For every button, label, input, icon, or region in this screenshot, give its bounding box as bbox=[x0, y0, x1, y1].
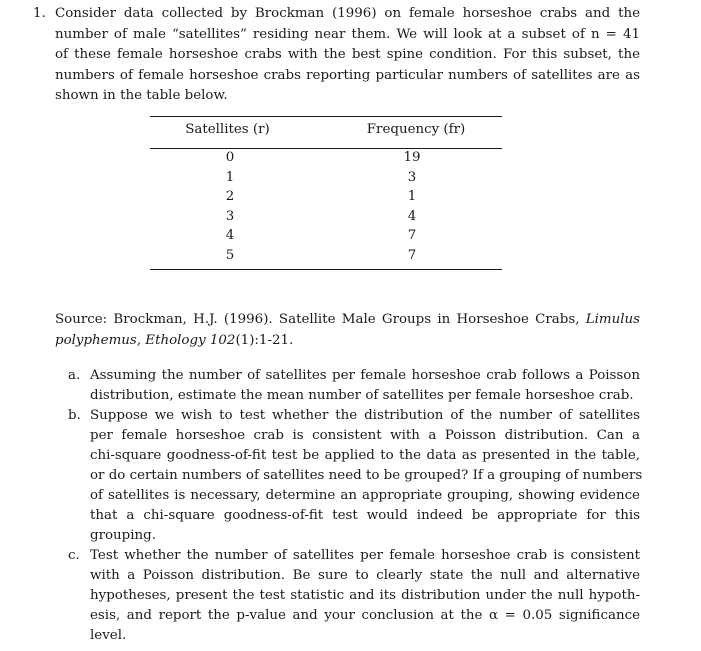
source-issue: (1):1-21. bbox=[235, 332, 294, 348]
part-line: level. bbox=[90, 628, 127, 643]
intro-line: numbers of female horseshoe crabs reporting particular numbers of satellites are as bbox=[55, 67, 640, 83]
frequency-column bbox=[392, 148, 432, 265]
table-cell-satellites: 0 bbox=[225, 150, 235, 165]
table-cell-frequency: 4 bbox=[407, 208, 417, 224]
intro-line: number of male “satellites” residing near them. We will look at a subset of n = 41 bbox=[55, 26, 640, 42]
source-line-2 bbox=[55, 331, 640, 352]
table-cell-frequency: 19 bbox=[403, 150, 421, 165]
table-bottom-rule bbox=[150, 269, 502, 270]
part-c bbox=[68, 546, 640, 646]
table-top-rule bbox=[150, 116, 502, 117]
part-line: that a chi-square goodness-of-fit test would indeed be appropriate for this bbox=[90, 508, 640, 523]
part-line: hypotheses, present the test statistic and its distribution under the null hypoth- bbox=[90, 588, 640, 603]
table-header-frequency: Frequency (fr) bbox=[366, 122, 466, 137]
source-species-journal: polyphemus, Ethology 102 bbox=[55, 332, 236, 348]
part-label: c. bbox=[68, 548, 80, 563]
intro-line: shown in the table below. bbox=[55, 88, 228, 103]
question-number: 1. bbox=[33, 6, 46, 21]
part-line: or do certain numbers of satellites need to be grouped? If a grouping of numbers bbox=[90, 468, 643, 483]
part-line: Assuming the number of satellites per female horseshoe crab follows a Poisson bbox=[90, 368, 640, 383]
source-genus: Limulus bbox=[585, 312, 640, 327]
question-intro bbox=[55, 4, 640, 107]
part-line: per female horseshoe crab is consistent with a Poisson distribution. Can a bbox=[90, 428, 640, 443]
part-line: esis, and report the p-value and your conclusion at the α = 0.05 significance bbox=[90, 608, 640, 623]
part-b bbox=[68, 406, 643, 546]
part-line: Suppose we wish to test whether the distribution of the number of satellites bbox=[90, 408, 640, 423]
intro-line: Consider data collected by Brockman (1996) on female horseshoe crabs and the bbox=[55, 6, 640, 21]
table-cell-frequency: 1 bbox=[407, 189, 417, 204]
table-cell-satellites: 4 bbox=[225, 228, 235, 243]
source-line-1 bbox=[55, 310, 640, 331]
table-cell-frequency: 3 bbox=[407, 169, 417, 185]
question-parts bbox=[68, 366, 643, 646]
table-cell-frequency: 7 bbox=[407, 228, 417, 243]
table-header-rule bbox=[150, 148, 502, 149]
part-line: grouping. bbox=[90, 528, 156, 543]
table-cell-satellites: 3 bbox=[225, 208, 235, 224]
part-line: of satellites is necessary, determine an appropriate grouping, showing evidence bbox=[90, 488, 640, 503]
table-cell-satellites: 5 bbox=[225, 247, 235, 263]
table-cell-frequency: 7 bbox=[407, 247, 417, 263]
part-a bbox=[68, 366, 640, 406]
table-cell-satellites: 1 bbox=[225, 169, 235, 185]
part-line: distribution, estimate the mean number of satellites per female horseshoe crab. bbox=[90, 388, 634, 403]
intro-line: of these female horseshoe crabs with the best spine condition. For this subset, the bbox=[55, 47, 640, 62]
part-label: b. bbox=[68, 408, 81, 423]
part-line: Test whether the number of satellites per female horseshoe crab is consistent bbox=[90, 548, 640, 563]
part-label: a. bbox=[68, 368, 81, 383]
source-citation bbox=[55, 310, 640, 351]
source-text: Source: Brockman, H.J. (1996). Satellite Male Groups in Horseshoe Crabs, bbox=[55, 312, 580, 327]
table-cell-satellites: 2 bbox=[225, 189, 235, 204]
table-header-satellites: Satellites (r) bbox=[185, 122, 270, 137]
part-line: chi-square goodness-of-fit test be applied to the data as presented in the table, bbox=[90, 448, 640, 463]
satellites-column bbox=[210, 148, 250, 265]
part-line: with a Poisson distribution. Be sure to clearly state the null and alternative bbox=[90, 568, 640, 583]
